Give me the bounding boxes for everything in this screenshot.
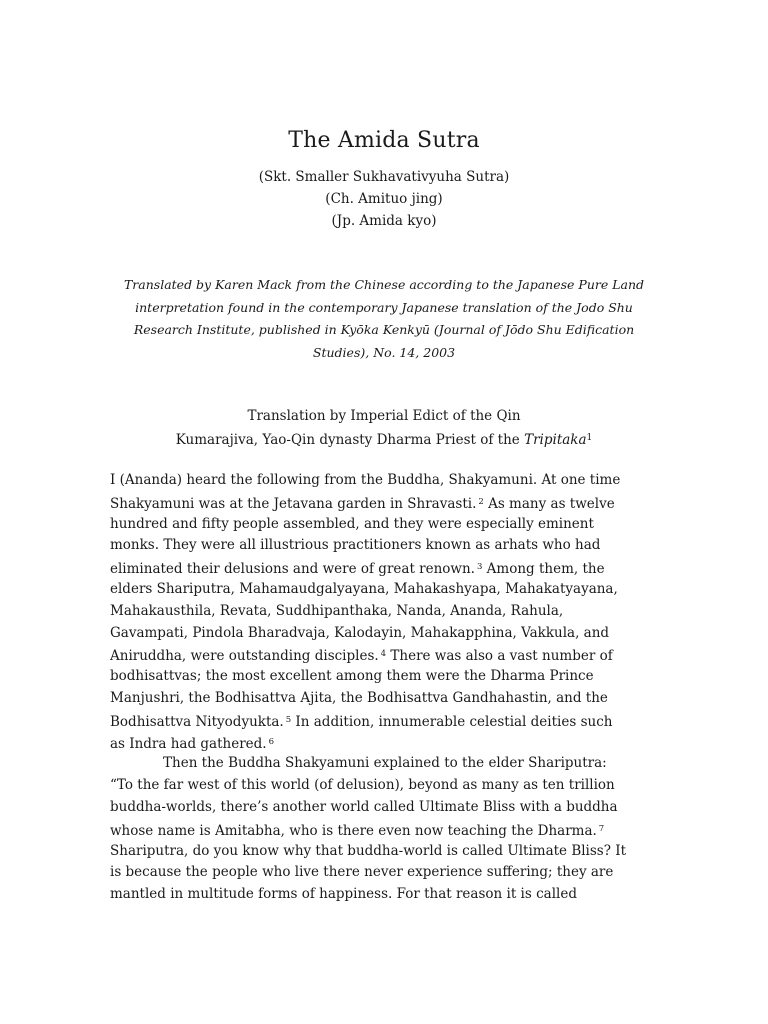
text-line [110, 557, 670, 579]
text-line-content: I (Ananda) heard the following from the Buddha, Shakyamuni. At one time [110, 472, 621, 488]
subtitle-chinese: (Ch. Amituo jing) [325, 191, 443, 207]
text-line-content: elders Shariputra, Mahamaudgalyayana, Mahakashyapa, Mahakatyayana, [110, 580, 618, 597]
body-text [110, 470, 670, 906]
text-line-continuation: As many as twelve [483, 495, 615, 512]
edict-tripitaka: Tripitaka [524, 431, 587, 448]
text-line-content: hundred and fifty people assembled, and they were especially eminent [110, 515, 594, 532]
paragraph-1 [110, 470, 670, 753]
footnote-marker: 5 [285, 714, 292, 725]
text-line [110, 841, 670, 863]
text-line-content: whose name is Amitabha, who is there even now teaching the Dharma. [110, 822, 597, 839]
text-line [110, 666, 670, 688]
edict-block [0, 406, 768, 451]
translator-note-line: interpretation found in the contemporary Japanese translation of the Jodo Shu [135, 299, 633, 315]
text-line [110, 579, 670, 601]
subtitle-block [0, 166, 768, 232]
text-line [110, 601, 670, 623]
text-line-continuation: In addition, innumerable celestial deities such [291, 713, 613, 730]
subtitle-sanskrit: (Skt. Smaller Sukhavativyuha Sutra) [258, 169, 510, 185]
footnote-marker: 1 [586, 432, 593, 443]
text-line-content: mantled in multitude forms of happiness. For that reason it is called [110, 886, 577, 903]
edict-line-2 [0, 428, 768, 452]
text-line-content: as Indra had gathered. [110, 735, 267, 752]
text-line-content: buddha-worlds, there’s another world called Ultimate Bliss with a buddha [110, 798, 618, 815]
footnote-marker: 7 [598, 823, 605, 834]
text-line-continuation: There was also a vast number of [386, 648, 613, 665]
text-line [110, 644, 670, 666]
text-line-content: Shariputra, do you know why that buddha-world is called Ultimate Bliss? It [110, 842, 627, 859]
text-line [110, 753, 670, 775]
text-line-continuation: Among them, the [482, 561, 605, 578]
edict-line-1: Translation by Imperial Edict of the Qin [247, 408, 521, 424]
text-line [110, 492, 670, 514]
document-title: The Amida Sutra [288, 128, 480, 153]
text-line-content: Shakyamuni was at the Jetavana garden in Shravasti. [110, 495, 477, 512]
text-line [110, 775, 670, 797]
text-line-content: Bodhisattva Nityodyukta. [110, 713, 284, 730]
text-line [110, 884, 670, 906]
text-line [110, 819, 670, 841]
edict-line-2-text: Kumarajiva, Yao-Qin dynasty Dharma Priest of the [175, 431, 525, 448]
text-line-content: Aniruddha, were outstanding disciples. [110, 648, 379, 665]
text-line-content: monks. They were all illustrious practitioners known as arhats who had [110, 537, 601, 554]
text-line-content: “To the far west of this world (of delusion), beyond as many as ten trillion [110, 777, 615, 794]
footnote-marker: 4 [380, 649, 387, 660]
text-line-content: is because the people who live there never experience suffering; they are [110, 864, 614, 881]
text-line [110, 623, 670, 645]
text-line-content: Mahakausthila, Revata, Suddhipanthaka, Nanda, Ananda, Rahula, [110, 602, 564, 619]
text-line [110, 470, 670, 492]
translator-note-line: Studies), No. 14, 2003 [312, 344, 456, 360]
text-line-content: bodhisattvas; the most excellent among them were the Dharma Prince [110, 668, 594, 685]
text-line [110, 862, 670, 884]
translator-note-line: Research Institute, published in Kyōka Kenkyū (Journal of Jōdo Shu Edification [133, 322, 635, 337]
text-line-content: Then the Buddha Shakyamuni explained to the elder Shariputra: [163, 755, 607, 772]
footnote-marker: 3 [476, 562, 483, 573]
text-line-content: Gavampati, Pindola Bharadvaja, Kalodayin, Mahakapphina, Vakkula, and [110, 624, 610, 641]
text-line [110, 710, 670, 732]
paragraph-2 [110, 753, 670, 906]
footnote-marker: 6 [268, 736, 275, 747]
text-line [110, 535, 670, 557]
text-line [110, 514, 670, 536]
translator-note-line: Translated by Karen Mack from the Chinese according to the Japanese Pure Land [123, 277, 645, 292]
text-line-content: Manjushri, the Bodhisattva Ajita, the Bodhisattva Gandhahastin, and the [110, 689, 608, 706]
text-line-content: eliminated their delusions and were of great renown. [110, 561, 475, 578]
subtitle-japanese: (Jp. Amida kyo) [331, 213, 437, 229]
text-line [110, 797, 670, 819]
footnote-marker: 2 [478, 496, 484, 507]
text-line [110, 688, 670, 710]
translator-note [110, 274, 658, 364]
text-line [110, 732, 670, 754]
